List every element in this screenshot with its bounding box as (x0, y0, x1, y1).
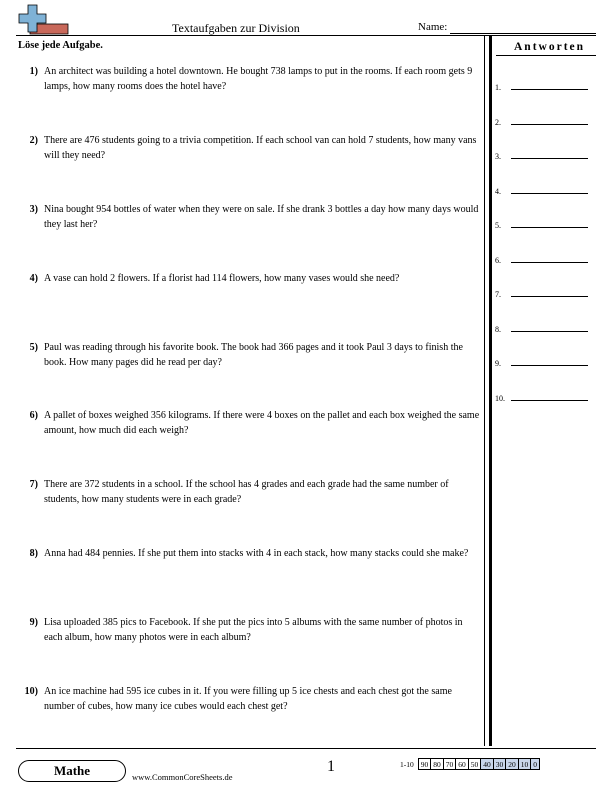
answer-number: 7. (495, 290, 501, 299)
question-number: 8) (29, 548, 38, 559)
score-table (398, 758, 540, 770)
name-label: Name: (418, 21, 448, 33)
answer-line[interactable] (511, 262, 588, 263)
question-number: 6) (29, 410, 38, 421)
score-cell: 30 (493, 759, 506, 770)
question-text: A vase can hold 2 flowers. If a florist had 114 flowers, how many vases would she need? (44, 273, 400, 284)
score-cell: 40 (481, 759, 494, 770)
answer-line[interactable] (511, 365, 588, 366)
answer-number: 8. (495, 325, 501, 334)
question-number: 7) (29, 479, 38, 490)
instructions: Löse jede Aufgabe. (18, 40, 103, 51)
answers-title: Antworten (514, 41, 586, 53)
score-cell: 20 (506, 759, 519, 770)
question-text: An architect was building a hotel downtown. He bought 738 lamps to put in the rooms. If each room gets 9 lamps, how many rooms does the hotel have? (44, 66, 473, 92)
question-text: Anna had 484 pennies. If she put them into stacks with 4 in each stack, how many stacks could she make? (44, 548, 469, 559)
answers-title-rule (496, 55, 596, 56)
answer-line[interactable] (511, 124, 588, 125)
score-cell: 90 (418, 759, 431, 770)
question-number: 3) (29, 204, 38, 215)
answer-number: 1. (495, 83, 501, 92)
question-text: Paul was reading through his favorite book. The book had 366 pages and it took Paul 3 days to finish the book. How many pages did he read per day? (44, 342, 463, 368)
answer-number: 10. (495, 394, 505, 403)
subject-badge: Mathe (18, 760, 126, 782)
answer-number: 3. (495, 152, 501, 161)
question-number: 1) (29, 66, 38, 77)
score-cell: 0 (531, 759, 540, 770)
answer-number: 9. (495, 359, 501, 368)
score-cell: 50 (468, 759, 481, 770)
question-text: There are 476 students going to a trivia competition. If each school van can hold 7 students, how many vans will they need? (44, 135, 477, 161)
answer-line[interactable] (511, 89, 588, 90)
question-text: There are 372 students in a school. If the school has 4 grades and each grade had the same number of students, how many students were in each grade? (44, 479, 449, 505)
answer-line[interactable] (511, 331, 588, 332)
answer-number: 5. (495, 221, 501, 230)
answer-line[interactable] (511, 158, 588, 159)
question-number: 9) (29, 617, 38, 628)
answer-number: 2. (495, 118, 501, 127)
score-cell: 60 (456, 759, 469, 770)
question-text: Nina bought 954 bottles of water when they were on sale. If she drank 3 bottles a day how many days would they last her? (44, 204, 479, 230)
answer-line[interactable] (511, 296, 588, 297)
score-cell: 10 (518, 759, 531, 770)
question-text: A pallet of boxes weighed 356 kilograms. If there were 4 boxes on the pallet and each box weighed the same amount, how much did each weigh? (44, 410, 480, 436)
page-number: 1 (327, 758, 335, 775)
name-line[interactable] (450, 33, 596, 34)
website-link[interactable]: www.CommonCoreSheets.de (132, 772, 233, 782)
answer-line[interactable] (511, 400, 588, 401)
question-number: 4) (29, 273, 38, 284)
score-range-label: 1-10 (400, 759, 414, 769)
score-cell: 80 (431, 759, 444, 770)
answer-line[interactable] (511, 193, 588, 194)
footer-rule (16, 748, 596, 749)
answer-number: 6. (495, 256, 501, 265)
question-text: Lisa uploaded 385 pics to Facebook. If she put the pics into 5 albums with the same number of photos in each album, how many photos were in each album? (44, 617, 463, 643)
score-cell: 70 (443, 759, 456, 770)
commoncoresheets-logo (16, 4, 70, 38)
question-number: 2) (29, 135, 38, 146)
question-text: An ice machine had 595 ice cubes in it. If you were filling up 5 ice chests and each chest got the same number of cubes, how many ice cubes would each chest get? (44, 686, 452, 712)
question-number: 10) (24, 686, 38, 697)
answer-number: 4. (495, 187, 501, 196)
answer-line[interactable] (511, 227, 588, 228)
question-number: 5) (29, 342, 38, 353)
column-divider (484, 36, 485, 746)
worksheet-title: Textaufgaben zur Division (172, 21, 300, 35)
column-divider-thick (489, 36, 492, 746)
header-rule (16, 35, 596, 36)
